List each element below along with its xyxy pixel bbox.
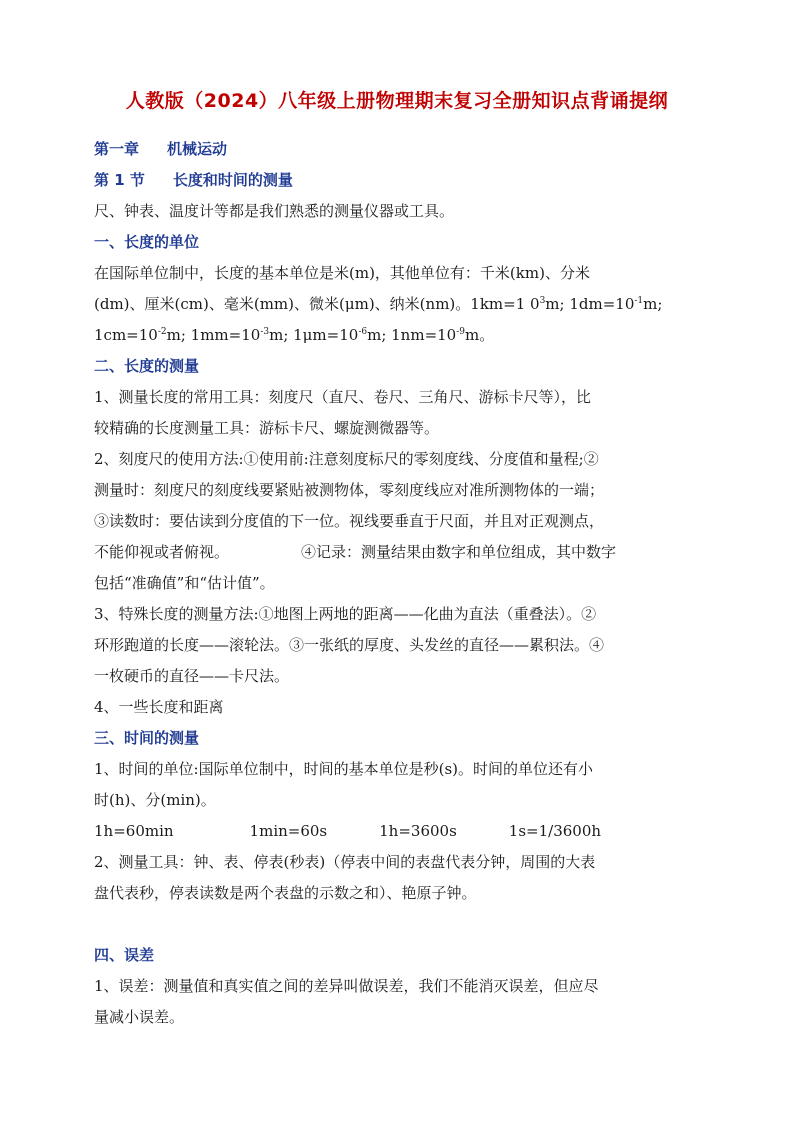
measure-item-3-line-3: 一枚硬币的直径——卡尺法。 bbox=[94, 667, 290, 685]
measure-item-1-line-1: 1、测量长度的常用工具：刻度尺（直尺、卷尺、三角尺、游标卡尺等），比 bbox=[94, 388, 592, 406]
units-line-1: 在国际单位制中，长度的基本单位是米(m)，其他单位有：千米(km)、分米 bbox=[94, 264, 590, 282]
document-body bbox=[94, 134, 710, 1033]
document-title: 人教版（2024）八年级上册物理期末复习全册知识点背诵提纲 bbox=[125, 90, 669, 112]
measure-item-2-line-1: 2、刻度尺的使用方法:①使用前:注意刻度标尺的零刻度线、分度值和量程;② bbox=[94, 450, 599, 468]
chapter-label: 第一章 bbox=[94, 140, 140, 158]
measure-item-3-line-2: 环形跑道的长度——滚轮法。③一张纸的厚度、头发丝的直径——累积法。④ bbox=[94, 636, 605, 654]
measure-item-4: 4、一些长度和距离 bbox=[94, 698, 224, 716]
measure-item-2-line-5: 包括“准确值”和“估计值”。 bbox=[94, 574, 275, 592]
units-line-3: $1cm=10^{-2}m$; $1mm=10^{-3}m$; $1\mu m=10^{-6}m$; $1nm=10^{-9}m$。 bbox=[94, 326, 495, 344]
heading-error: 四、误差 bbox=[94, 946, 155, 964]
heading-time-measurement: 三、时间的测量 bbox=[94, 729, 200, 747]
time-item-1-line-1: 1、时间的单位:国际单位制中，时间的基本单位是秒(s)。时间的单位还有小 bbox=[94, 760, 594, 778]
heading-length-measurement: 二、长度的测量 bbox=[94, 357, 200, 375]
measure-item-3-line-1: 3、特殊长度的测量方法:①地图上两地的距离——化曲为直法（重叠法）。② bbox=[94, 605, 597, 623]
error-item-1-line-2: 量减小误差。 bbox=[94, 1008, 185, 1026]
error-item-1-line-1: 1、误差：测量值和真实值之间的差异叫做误差，我们不能消灭误差，但应尽 bbox=[94, 977, 599, 995]
time-item-2-line-1: 2、测量工具：钟、表、停表(秒表)（停表中间的表盘代表分钟，周围的大表 bbox=[94, 853, 596, 871]
chapter-heading bbox=[94, 134, 710, 165]
time-item-2-line-2: 盘代表秒，停表读数是两个表盘的示数之和）、艳原子钟。 bbox=[94, 884, 477, 902]
units-line-2: (dm)、厘米(cm)、毫米(mm)、微米(μm)、纳米(nm)。1km=1 $0^3m$; $1dm=10^{-1}m$; bbox=[94, 295, 663, 313]
time-item-1-line-2: 时(h)、分(min)。 bbox=[94, 791, 216, 809]
section-name: 长度和时间的测量 bbox=[172, 171, 293, 189]
heading-length-units: 一、长度的单位 bbox=[94, 233, 200, 251]
section-label: 第 1 节 bbox=[94, 171, 145, 189]
measure-item-2-line-3: ③读数时：要估读到分度值的下一位。视线要垂直于尺面，并且对正观测点， bbox=[94, 512, 605, 530]
measure-item-2-line-4: 不能仰视或者俯视。 ④记录：测量结果由数字和单位组成，其中数字 bbox=[94, 543, 617, 561]
measure-item-1-line-2: 较精确的长度测量工具：游标卡尺、螺旋测微器等。 bbox=[94, 419, 440, 437]
intro-paragraph: 尺、钟表、温度计等都是我们熟悉的测量仪器或工具。 bbox=[94, 202, 455, 220]
section-heading bbox=[94, 165, 710, 196]
time-conversions: 1h=60min 1min=60s 1h=3600s 1s=1/3600h bbox=[94, 822, 602, 840]
chapter-name: 机械运动 bbox=[167, 140, 228, 158]
measure-item-2-line-2: 测量时：刻度尺的刻度线要紧贴被测物体，零刻度线应对准所测物体的一端； bbox=[94, 481, 605, 499]
